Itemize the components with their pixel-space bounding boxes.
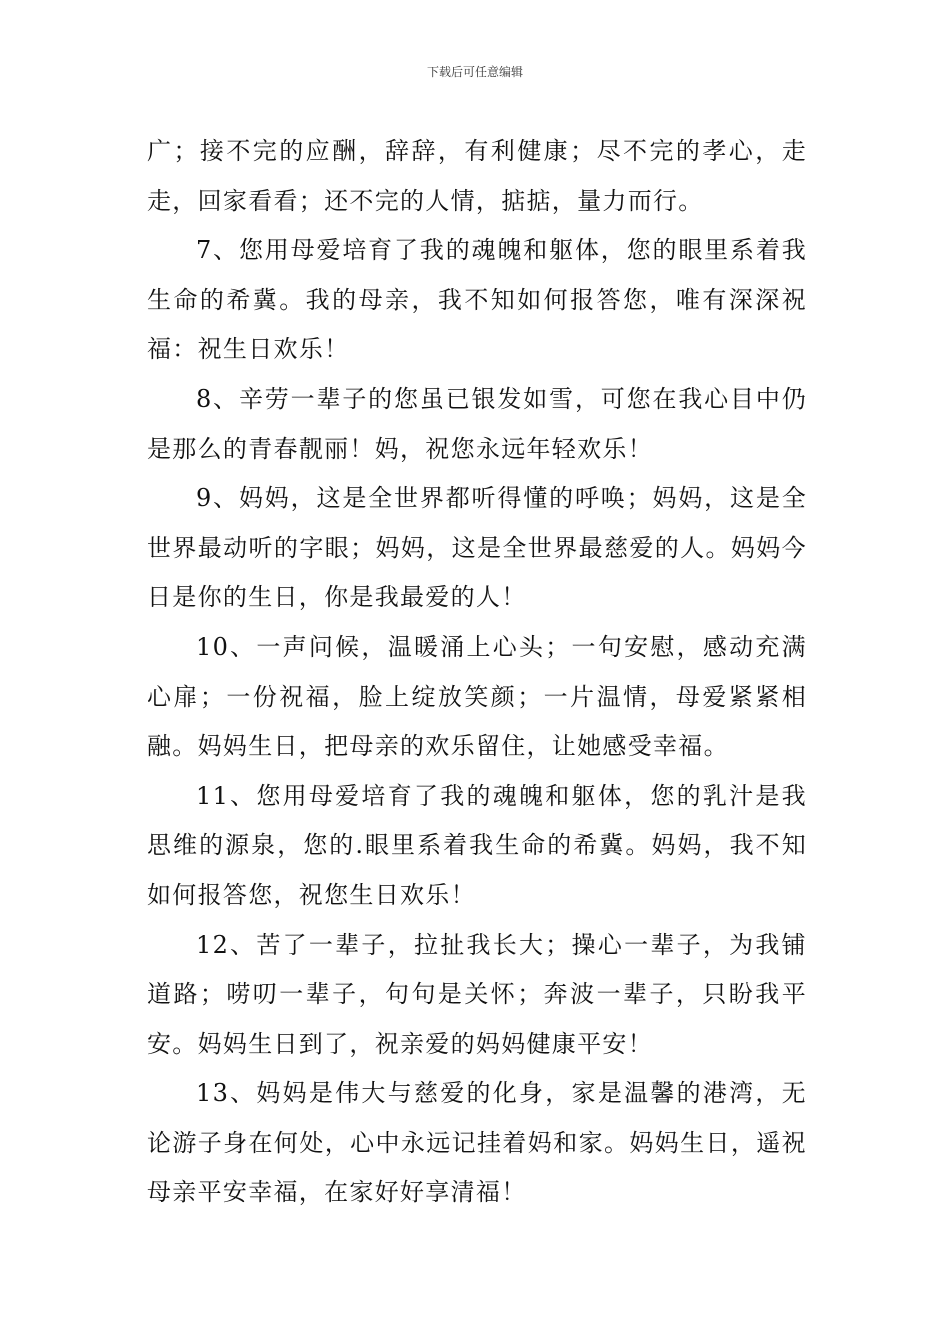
paragraph-item-10: 10、一声问候，温暖涌上心头；一句安慰，感动充满心扉；一份祝福，脸上绽放笑颜；一片温情，母爱紧紧相融。妈妈生日，把母亲的欢乐留住，让她感受幸福。	[147, 632, 807, 761]
paragraph-item-7: 7、您用母爱培育了我的魂魄和躯体，您的眼里系着我生命的希冀。我的母亲，我不知如何报答您，唯有深深祝福：祝生日欢乐！	[147, 236, 807, 364]
page-header-note: 下载后可任意编辑	[426, 65, 523, 79]
paragraph-item-8: 8、辛劳一辈子的您虽已银发如雪，可您在我心目中仍是那么的青春靓丽！妈，祝您永远年轻欢乐！	[147, 384, 807, 463]
paragraph-item-11: 11、您用母爱培育了我的魂魄和躯体，您的乳汁是我思维的源泉，您的.眼里系着我生命的希冀。妈妈，我不知如何报答您，祝您生日欢乐！	[147, 781, 807, 909]
document-body	[147, 127, 807, 1218]
paragraph-item-9: 9、妈妈，这是全世界都听得懂的呼唤；妈妈，这是全世界最动听的字眼；妈妈，这是全世界最慈爱的人。妈妈今日是你的生日，你是我最爱的人！	[147, 484, 807, 612]
paragraph-continuation: 广；接不完的应酬，辞辞，有利健康；尽不完的孝心，走走，回家看看；还不完的人情，掂掂，量力而行。	[147, 137, 807, 215]
paragraph-item-12: 12、苦了一辈子，拉扯我长大；操心一辈子，为我铺道路；唠叨一辈子，句句是关怀；奔波一辈子，只盼我平安。妈妈生日到了，祝亲爱的妈妈健康平安！	[147, 930, 807, 1058]
paragraph-item-13: 13、妈妈是伟大与慈爱的化身，家是温馨的港湾，无论游子身在何处，心中永远记挂着妈和家。妈妈生日，遥祝母亲平安幸福，在家好好享清福！	[147, 1079, 807, 1207]
